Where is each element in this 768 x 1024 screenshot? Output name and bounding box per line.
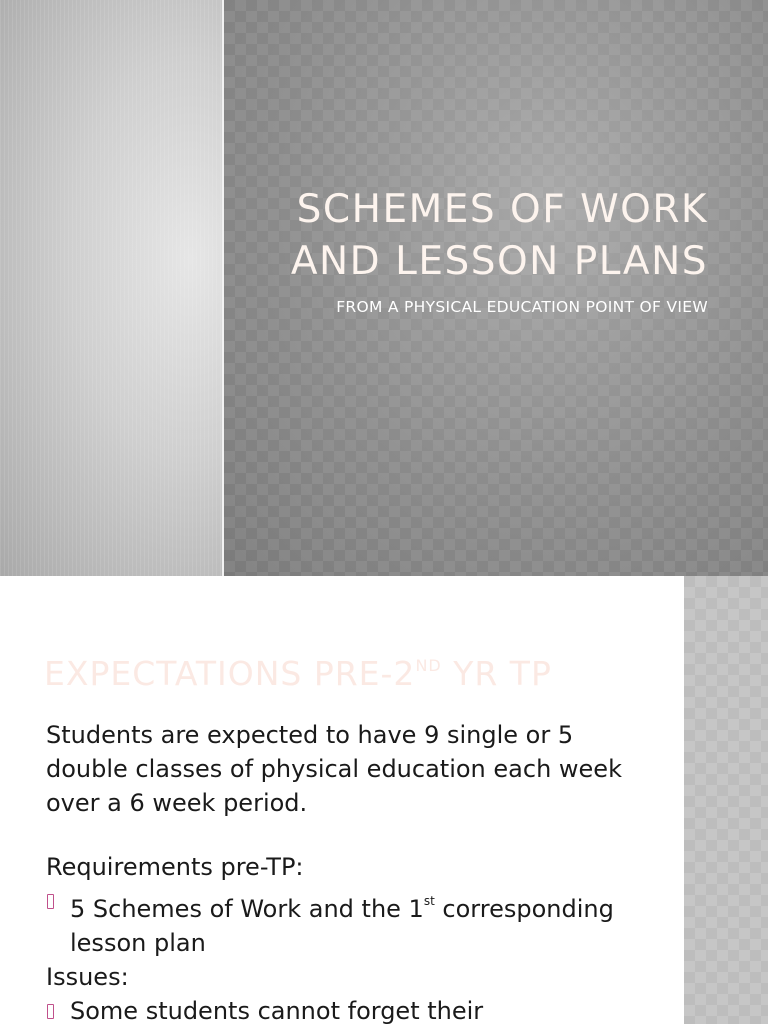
- bullet-superscript: st: [423, 894, 435, 908]
- bullet-text: Some students cannot forget their: [70, 997, 484, 1024]
- requirements-label: Requirements pre-TP:: [46, 853, 304, 881]
- slide-title-line-1: SCHEMES OF WORK: [296, 187, 708, 232]
- bullet-icon: [47, 894, 54, 909]
- issues-label: Issues:: [46, 963, 129, 991]
- list-item: [46, 884, 656, 960]
- content-slide-body: [46, 718, 656, 1024]
- slide-title-line-2: AND LESSON PLANS: [290, 239, 708, 284]
- heading-superscript: ND: [415, 656, 442, 675]
- list-item: [46, 994, 656, 1024]
- bullet-icon: [47, 1004, 54, 1019]
- expectations-paragraph: Students are expected to have 9 single or 5 double classes of physical education each week over a 6 week period.: [46, 721, 622, 817]
- heading-text-post: YR TP: [441, 654, 552, 693]
- slide-title: [228, 184, 708, 288]
- heading-text-pre: EXPECTATIONS PRE-2: [44, 654, 416, 693]
- content-slide-side-stripe: [684, 576, 768, 1024]
- title-slide-right-panel: [224, 0, 768, 576]
- content-slide-heading: [44, 654, 552, 693]
- slide-subtitle: FROM A PHYSICAL EDUCATION POINT OF VIEW: [336, 298, 708, 316]
- content-slide: [0, 576, 768, 1024]
- title-slide-left-panel: [0, 0, 224, 576]
- bullet-text-pre: 5 Schemes of Work and the 1: [70, 895, 424, 923]
- bullet-text-post: corresponding lesson plan: [70, 895, 614, 957]
